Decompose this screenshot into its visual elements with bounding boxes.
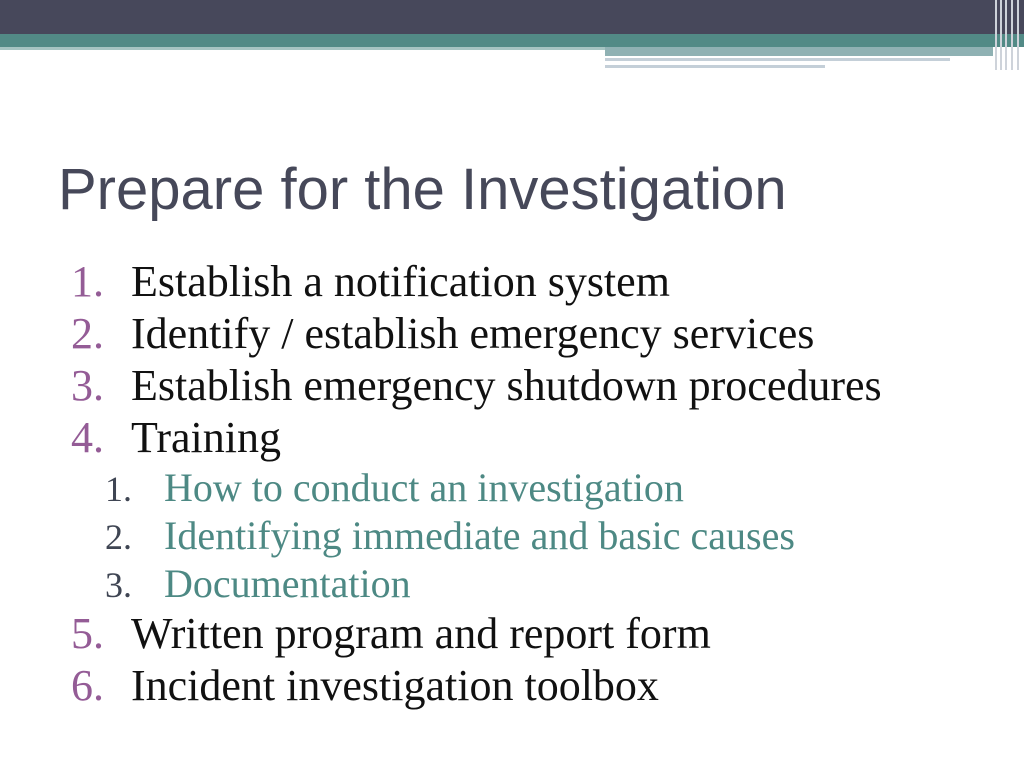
list-item: [0, 412, 1024, 608]
sub-list-item-number: 1.: [105, 469, 132, 509]
list-item: [0, 256, 1024, 308]
header-dark-band: [0, 0, 1024, 34]
list-item-text: Incident investigation toolbox: [131, 661, 659, 710]
sub-list-item-text: Identifying immediate and basic causes: [164, 513, 795, 558]
header-stripe: [995, 0, 997, 70]
list-item-text: Establish emergency shutdown procedures: [131, 361, 882, 410]
header-stripe: [1000, 0, 1002, 70]
sub-list-item-text: How to conduct an investigation: [164, 465, 684, 510]
sub-list-item-number: 3.: [105, 565, 132, 605]
header-vertical-stripes: [992, 0, 1024, 70]
list-item-text: Training: [131, 413, 281, 462]
numbered-list: [0, 256, 1024, 712]
header-accent-line-lower: [605, 65, 825, 68]
list-item: [0, 308, 1024, 360]
list-item-number: 2.: [71, 309, 104, 358]
header-stripe: [1005, 0, 1007, 70]
slide-title: Prepare for the Investigation: [58, 157, 787, 222]
list-item-number: 4.: [71, 413, 104, 462]
sub-list-item-text: Documentation: [164, 561, 411, 606]
list-item-number: 6.: [71, 661, 104, 710]
sub-list-item: [0, 512, 1024, 560]
list-item-text: Identify / establish emergency services: [131, 309, 815, 358]
list-item-text: Establish a notification system: [131, 257, 670, 306]
sub-list-item: [0, 464, 1024, 512]
list-item: [0, 608, 1024, 660]
header-accent-strip: [0, 47, 605, 50]
list-item-number: 1.: [71, 257, 104, 306]
list-item-row: [0, 412, 1024, 464]
list-item: [0, 660, 1024, 712]
sub-list-item-number: 2.: [105, 517, 132, 557]
sub-list: [0, 464, 1024, 608]
list-item: [0, 360, 1024, 412]
list-item-number: 5.: [71, 609, 104, 658]
header-stripe: [1017, 0, 1019, 70]
header-stripe: [1011, 0, 1013, 70]
header-accent-line-upper: [605, 58, 950, 61]
header-accent-block: [605, 47, 993, 56]
list-item-number: 3.: [71, 361, 104, 410]
sub-list-item: [0, 560, 1024, 608]
header-teal-band: [0, 34, 1024, 47]
list-item-text: Written program and report form: [131, 609, 711, 658]
